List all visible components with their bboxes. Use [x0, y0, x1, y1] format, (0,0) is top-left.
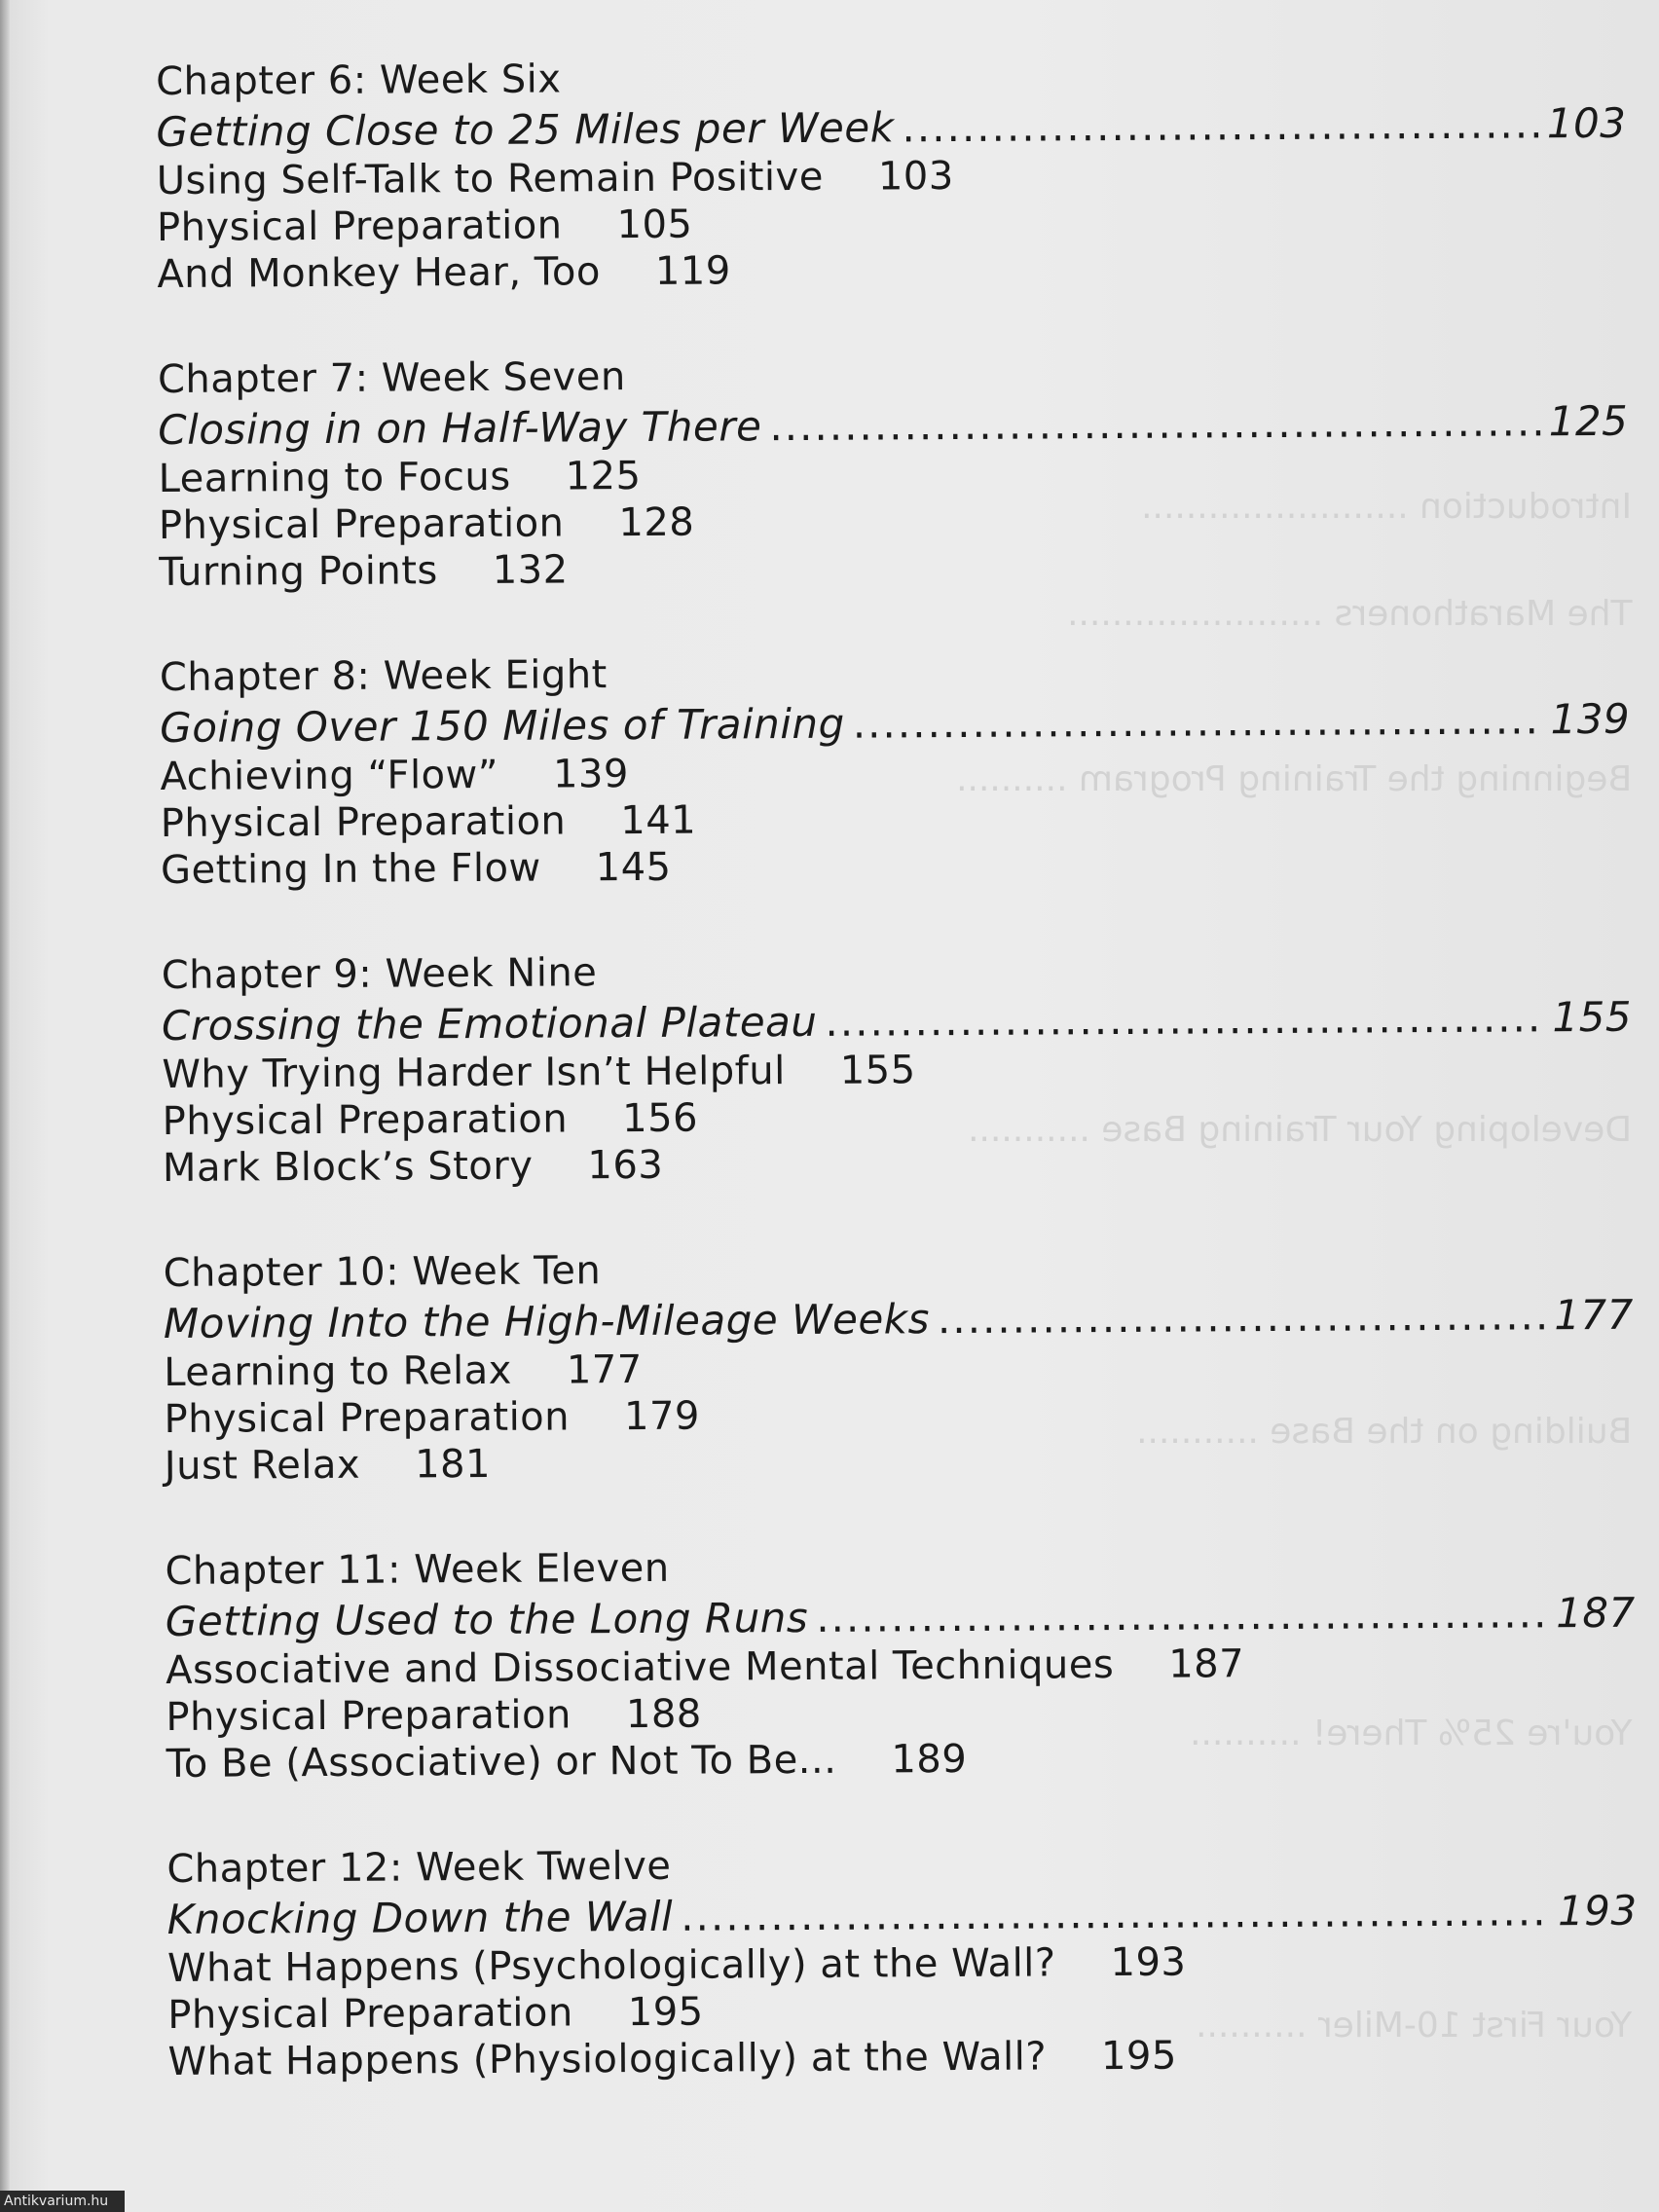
section-page: 189: [891, 1736, 968, 1783]
bleed-through-text: Introduction ........................ The Marathoners ....................... Beginning the Training Program .......... Developing Your Training Base ........... Building on the Base ........... You're 25% There! .......... Your First 10-Miler ..........: [955, 487, 1632, 2046]
section-page: 193: [1110, 1939, 1187, 1986]
chapter-subtitle: Closing in on Half-Way There: [158, 402, 762, 454]
section-page: 187: [1168, 1641, 1245, 1687]
section-title: Why Trying Harder Isn’t Helpful: [162, 1049, 786, 1097]
section-title: Mark Block’s Story: [162, 1143, 534, 1191]
toc-chapter-12: [166, 1835, 1648, 2142]
section-title: Physical Preparation: [166, 1692, 572, 1740]
chapter-page-number: 187: [1555, 1588, 1636, 1638]
section-entry: [159, 540, 1639, 596]
toc-chapter-10: [163, 1239, 1644, 1546]
section-title: Learning to Focus: [158, 454, 511, 501]
section-page: 177: [566, 1346, 643, 1393]
chapter-page-number: 155: [1552, 992, 1633, 1042]
chapter-subtitle: Getting Close to 25 Miles per Week: [156, 103, 895, 156]
section-page: 125: [565, 453, 642, 499]
dot-leader: [769, 396, 1541, 452]
section-page: 195: [627, 1989, 704, 2036]
section-title: Physical Preparation: [162, 1096, 569, 1144]
section-page: 128: [618, 499, 695, 546]
section-page: 139: [552, 752, 630, 797]
dot-leader: [853, 694, 1543, 749]
section-title: Physical Preparation: [164, 1394, 571, 1442]
chapter-heading: Chapter 6: Week Six: [156, 56, 562, 104]
section-title: Associative and Dissociative Mental Techniques: [165, 1642, 1115, 1693]
dot-leader: [902, 98, 1539, 153]
chapter-heading: Chapter 7: Week Seven: [157, 354, 626, 402]
section-title: Just Relax: [164, 1442, 361, 1489]
section-entry: [166, 1732, 1646, 1788]
chapter-subtitle-row: [162, 992, 1641, 1051]
section-page: 163: [587, 1142, 664, 1189]
chapter-page-number: 193: [1557, 1886, 1638, 1936]
section-page: 181: [414, 1441, 492, 1488]
dot-leader: [938, 1290, 1547, 1345]
dot-leader: [681, 1886, 1550, 1941]
section-title: Physical Preparation: [158, 500, 565, 548]
watermark-label: Antikvarium.hu: [0, 2191, 125, 2212]
chapter-heading: Chapter 11: Week Eleven: [165, 1545, 670, 1594]
chapter-subtitle-row: [164, 1290, 1643, 1349]
section-title: And Monkey Hear, Too: [157, 249, 602, 297]
section-title: Physical Preparation: [167, 1990, 573, 2038]
section-title: Using Self-Talk to Remain Positive: [156, 154, 825, 203]
table-of-contents: [156, 48, 1648, 2142]
chapter-heading: Chapter 8: Week Eight: [159, 652, 608, 700]
section-page: 195: [1100, 2033, 1177, 2080]
chapter-subtitle: Moving Into the High-Mileage Weeks: [163, 1295, 931, 1347]
section-entry: [161, 838, 1641, 894]
section-page: 141: [620, 797, 697, 844]
chapter-heading: Chapter 9: Week Nine: [161, 950, 598, 998]
chapter-subtitle-row: [167, 1886, 1647, 1945]
section-entry: [167, 2030, 1647, 2085]
section-page: 119: [654, 248, 731, 294]
chapter-subtitle: Crossing the Emotional Plateau: [161, 997, 818, 1050]
page-edge: [0, 0, 10, 2212]
chapter-heading: Chapter 10: Week Ten: [163, 1248, 602, 1296]
chapter-subtitle-row: [160, 694, 1640, 754]
dot-leader: [825, 992, 1544, 1048]
section-page: 145: [595, 844, 672, 891]
section-title: Physical Preparation: [160, 798, 567, 846]
section-title: Getting In the Flow: [160, 845, 541, 893]
chapter-subtitle-row: [166, 1588, 1645, 1647]
section-page: 132: [492, 547, 569, 593]
dot-leader: [816, 1588, 1548, 1643]
section-title: To Be (Associative) or Not To Be...: [166, 1737, 837, 1787]
section-title: What Happens (Physiologically) at the Wall?: [167, 2034, 1048, 2084]
chapter-subtitle-row: [156, 98, 1636, 158]
chapter-subtitle: Going Over 150 Miles of Training: [160, 699, 845, 752]
chapter-page-number: 139: [1550, 694, 1631, 744]
chapter-page-number: 177: [1554, 1290, 1635, 1340]
toc-chapter-11: [165, 1537, 1646, 1844]
chapter-heading: Chapter 12: Week Twelve: [166, 1843, 672, 1892]
section-title: Learning to Relax: [164, 1347, 513, 1395]
section-title: What Happens (Psychologically) at the Wall?: [166, 1940, 1056, 1991]
toc-chapter-8: [160, 644, 1641, 950]
section-entry: [165, 1434, 1644, 1490]
chapter-subtitle: Getting Used to the Long Runs: [165, 1593, 809, 1645]
toc-chapter-7: [158, 346, 1640, 652]
section-page: 155: [839, 1048, 916, 1093]
section-page: 179: [623, 1393, 701, 1440]
section-entry: [157, 242, 1637, 298]
chapter-subtitle: Knocking Down the Wall: [166, 1892, 674, 1943]
section-page: 156: [622, 1095, 699, 1142]
chapter-subtitle-row: [158, 396, 1638, 456]
section-title: Physical Preparation: [156, 203, 563, 250]
section-page: 188: [625, 1691, 702, 1738]
section-page: 103: [877, 153, 954, 200]
section-entry: [163, 1136, 1642, 1192]
section-title: Achieving “Flow”: [160, 752, 499, 799]
chapter-page-number: 125: [1548, 396, 1629, 446]
chapter-page-number: 103: [1546, 98, 1627, 148]
toc-chapter-9: [162, 941, 1643, 1248]
section-title: Turning Points: [159, 548, 438, 595]
toc-chapter-6: [156, 48, 1638, 354]
section-page: 105: [616, 202, 693, 248]
